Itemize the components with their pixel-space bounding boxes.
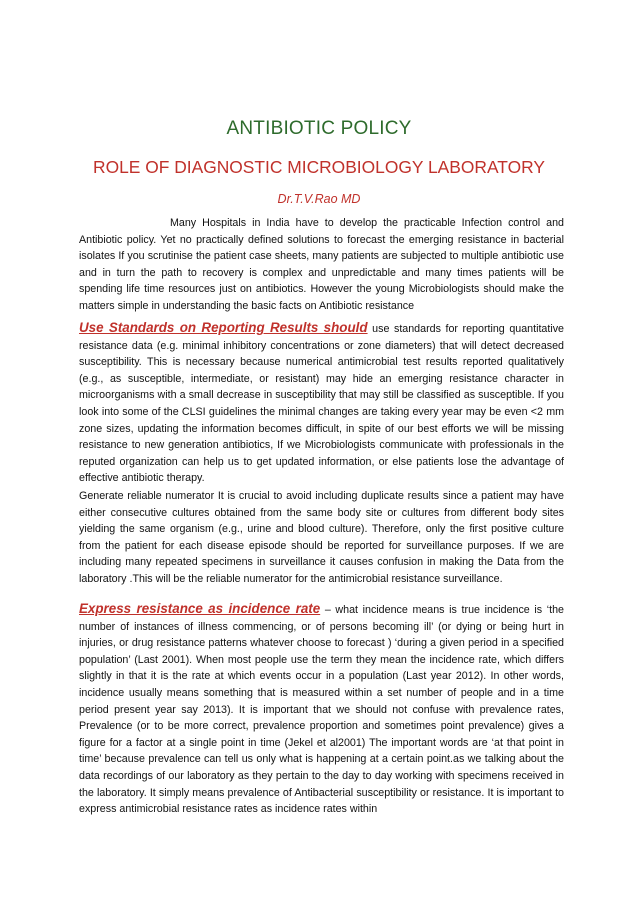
section-text-reporting-standards: use standards for reporting quantitative resistance data (e.g. minimal inhibitory concentrations or zone diameters) that will detect decreased susceptibility. This is necessary because numerical antimicrobial test results reported qualitatively (e.g., as susceptible, intermediate, or resistant) may hide an emerging resistance character in microorganisms with a small decrease in susceptibility that may still be classified as susceptible. If you look into some of the CLSI guidelines the minimal changes are taking every year may be even <2 mm zone sizes, updating the information becomes difficult, in spite of our best efforts we will be missing resistance to new generation antibiotics, If we Microbiologists communicate with professionals in the reputed organization can help us to get updated information, or else patients lose the advantage of effective antibiotic therapy.	[79, 323, 564, 485]
section-reporting-standards	[79, 320, 564, 487]
section-heading-reporting-standards: Use Standards on Reporting Results should	[79, 320, 368, 335]
section-text-incidence-rate: – what incidence means is true incidence is ‘the number of instances of illness commencing, or of persons becoming ill’ (or dying or being hurt in injuries, or drug resistance patterns whatever choose to forecast ) ‘during a given period in a specified population’ (Last 2001). When most people use the term they mean the incidence rate, which differs slightly in that it is the rate at which events occur in a population (Last year 2012). In other words, incidence usually means something that is measured within a set number of people and in a time period present year say 2013). It is important that we should not confuse with prevalence rates, Prevalence (or to be more correct, prevalence proportion and sometimes point prevalence) gives a figure for a factor at a single point in time (Jekel et al2001) The important words are ‘at that point in time’ because prevalence can tell us only what is happening at a certain point.as we talking about the data recordings of our laboratory as they pertain to the day to day working with specimens received in the laboratory. It simply means prevalence of Antibacterial susceptibility or resistance. It is important to express antimicrobial resistance rates as incidence rates within	[79, 604, 564, 816]
intro-paragraph: Many Hospitals in India have to develop the practicable Infection control and Antibiotic policy. Yet no practically defined solutions to forecast the emerging resistance in bacterial isolates If you scrutinise the patient case sheets, many patients are subjected to multiple antibiotic use and in turn the path to recovery is complex and unpredictable and many times patients will be spending life time resources just on antibiotics. However the young Microbiologists should make the matters simple in understanding the basic facts on Antibiotic resistance	[79, 217, 564, 312]
section-reliable-numerator: Generate reliable numerator It is crucial to avoid including duplicate results since a patient may have either consecutive cultures obtained from the same body site or cultures from different body sites yielding the same organism (e.g., urine and blood culture). Therefore, only the first positive culture from the patient for each disease episode should be reported for surveillance purposes. If we are including many repeated specimens in surveillance it causes confusion in making the Data from the laboratory .This will be the reliable numerator for the antimicrobial resistance surveillance.	[79, 490, 564, 585]
document-subtitle: ROLE OF DIAGNOSTIC MICROBIOLOGY LABORATORY	[93, 157, 545, 177]
document-title: ANTIBIOTIC POLICY	[226, 118, 412, 139]
section-incidence-rate	[79, 601, 564, 818]
section-heading-incidence-rate: Express resistance as incidence rate	[79, 601, 321, 616]
author-line: Dr.T.V.Rao MD	[277, 192, 361, 206]
